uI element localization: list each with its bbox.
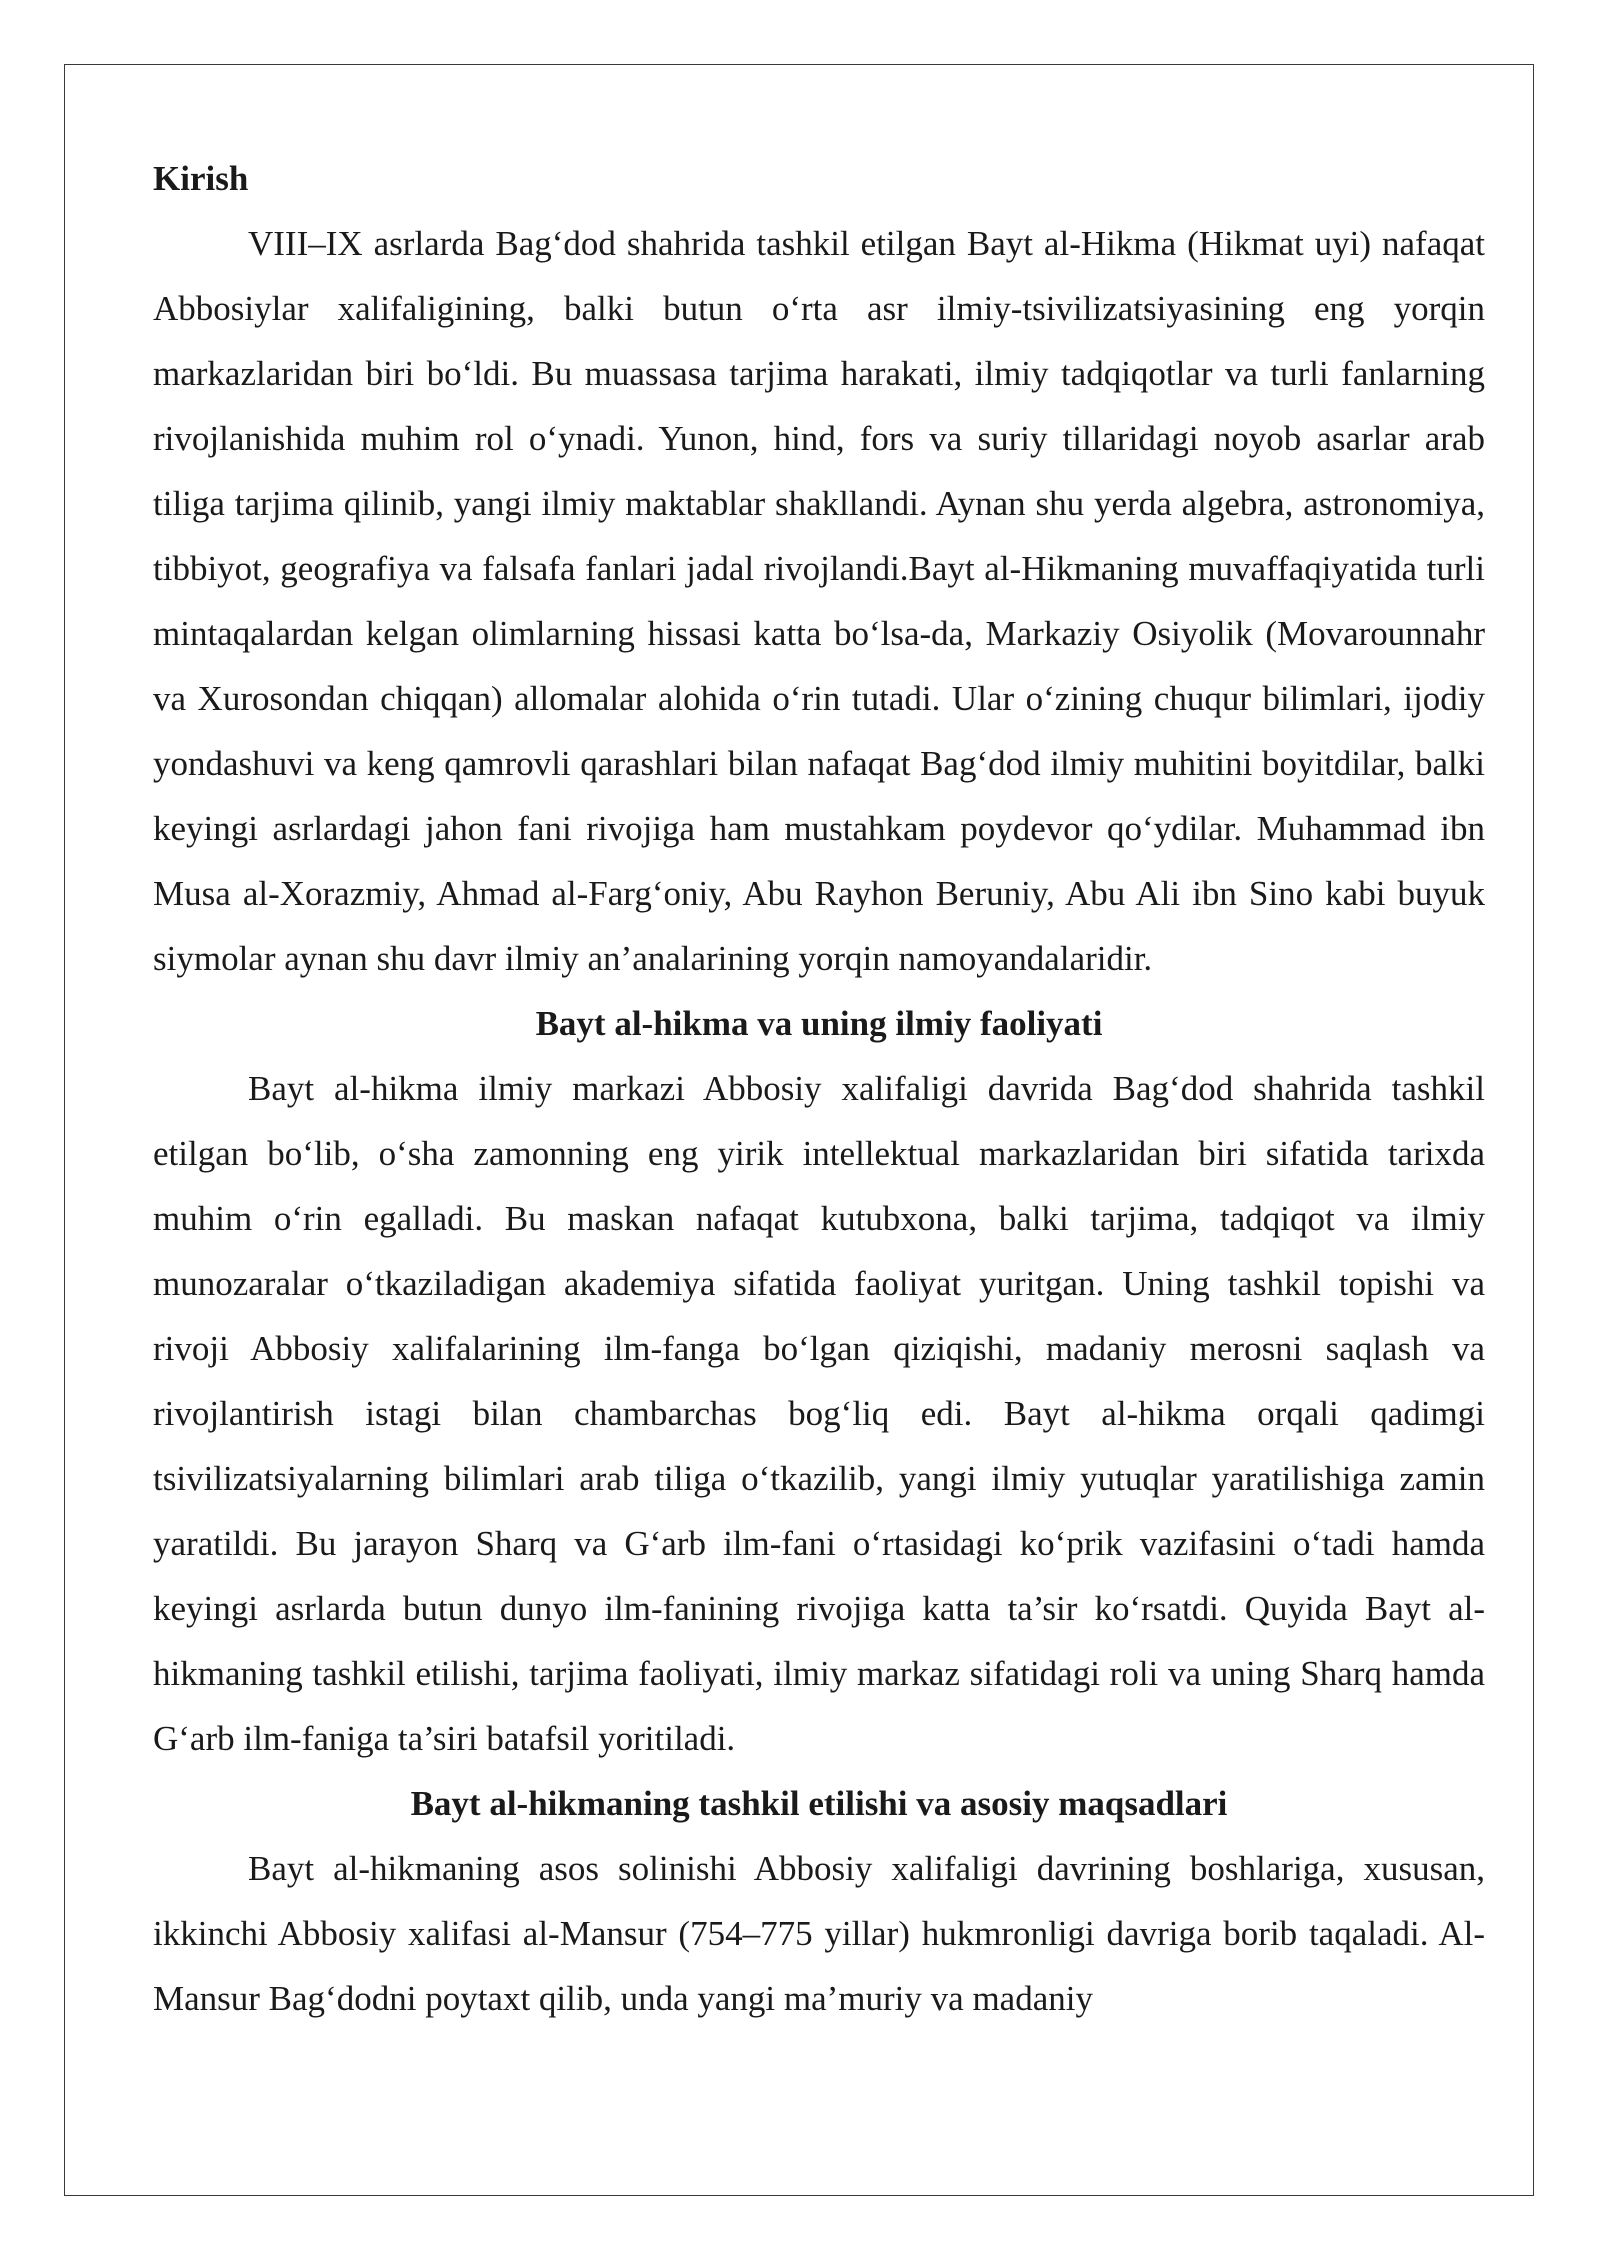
paragraph-kirish: VIII–IX asrlarda Bag‘dod shahrida tashkil etilgan Bayt al-Hikma (Hikmat uyi) nafaqat Abbosiylar xalifaligining, balki butun o‘rta asr ilmiy-tsivilizatsiyasining eng yorqin markazlaridan biri bo‘ldi. Bu muassasa tarjima harakati, ilmiy tadqiqotlar va turli fanlarning rivojlanishida muhim rol o‘ynadi. Yunon, hind, fors va suriy tillaridagi noyob asarlar arab tiliga tarjima qilinib, yangi ilmiy maktablar shakllandi. Aynan shu yerda algebra, astronomiya, tibbiyot, geografiya va falsafa fanlari jadal rivojlandi.Bayt al-Hikmaning muvaffaqiyatida turli mintaqalardan kelgan olimlarning hissasi katta bo‘lsa-da, Markaziy Osiyolik (Movarounnahr va Xurosondan chiqqan) allomalar alohida o‘rin tutadi. Ular o‘zining chuqur bilimlari, ijodiy yondashuvi va keng qamrovli qarashlari bilan nafaqat Bag‘dod ilmiy muhitini boyitdilar, balki keyingi asrlardagi jahon fani rivojiga ham mustahkam poydevor qo‘ydilar. Muhammad ibn Musa al-Xorazmiy, Ahmad al-Farg‘oniy, Abu Rayhon Beruniy, Abu Ali ibn Sino kabi buyuk siymolar aynan shu davr ilmiy an’analarining yorqin namoyandalaridir. — [153, 224, 1485, 978]
document-body — [153, 146, 1485, 2031]
paragraph-ilmiy-faoliyati: Bayt al-hikma ilmiy markazi Abbosiy xalifaligi davrida Bag‘dod shahrida tashkil etilgan bo‘lib, o‘sha zamonning eng yirik intellektual markazlaridan biri sifatida tarixda muhim o‘rin egalladi. Bu maskan nafaqat kutubxona, balki tarjima, tadqiqot va ilmiy munozaralar o‘tkaziladigan akademiya sifatida faoliyat yuritgan. Uning tashkil topishi va rivoji Abbosiy xalifalarining ilm-fanga bo‘lgan qiziqishi, madaniy merosni saqlash va rivojlantirish istagi bilan chambarchas bog‘liq edi. Bayt al-hikma orqali qadimgi tsivilizatsiyalarning bilimlari arab tiliga o‘tkazilib, yangi ilmiy yutuqlar yaratilishiga zamin yaratildi. Bu jarayon Sharq va G‘arb ilm-fani o‘rtasidagi ko‘prik vazifasini o‘tadi hamda keyingi asrlarda butun dunyo ilm-fanining rivojiga katta ta’sir ko‘rsatdi. Quyida Bayt al-hikmaning tashkil etilishi, tarjima faoliyati, ilmiy markaz sifatidagi roli va uning Sharq hamda G‘arb ilm-faniga ta’siri batafsil yoritiladi. — [153, 1069, 1485, 1758]
section-heading-tashkil-etilishi: Bayt al-hikmaning tashkil etilishi va asosiy maqsadlari — [410, 1784, 1228, 1823]
section-heading-kirish: Kirish — [153, 159, 249, 198]
paragraph-tashkil-etilishi: Bayt al-hikmaning asos solinishi Abbosiy xalifaligi davrining boshlariga, xususan, ikkinchi Abbosiy xalifasi al-Mansur (754–775 yillar) hukmronligi davriga borib taqaladi. Al-Mansur Bag‘dodni poytaxt qilib, unda yangi ma’muriy va madaniy — [153, 1849, 1485, 2018]
section-heading-ilmiy-faoliyati: Bayt al-hikma va uning ilmiy faoliyati — [535, 1004, 1103, 1043]
